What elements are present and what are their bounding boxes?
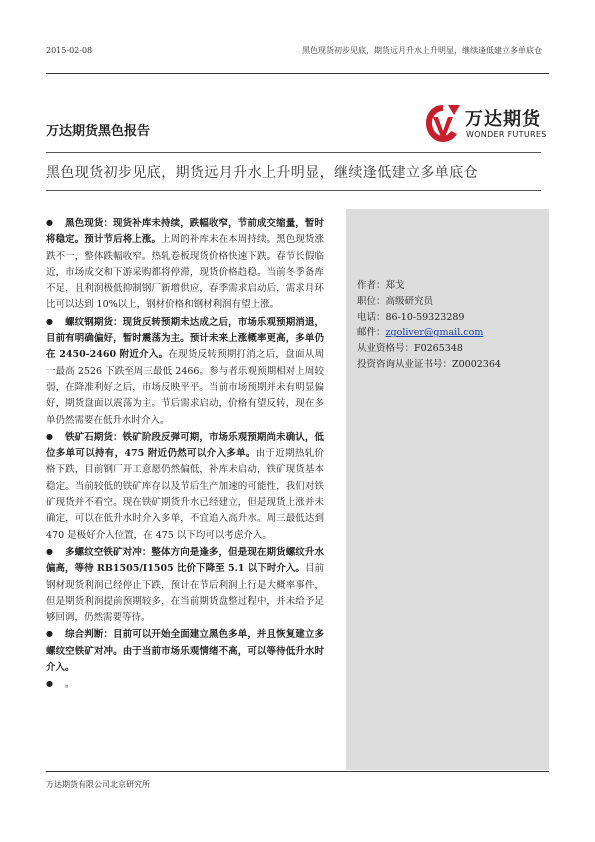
- bullet-icon: ●: [46, 629, 54, 639]
- footer-company: 万达期货有限公司北京研究所: [46, 780, 150, 789]
- report-date: 2015-02-08: [46, 46, 93, 55]
- footer-rule: [46, 771, 549, 772]
- bullet-icon: ●: [46, 431, 54, 441]
- author-invest-license: 投资咨询从业证书号：Z0002364: [357, 358, 501, 370]
- logo-english-name: WONDER FUTURES: [466, 130, 547, 139]
- logo-chinese-name: 万达期货: [465, 109, 541, 130]
- bullet-iron-ore: ● 铁矿石期货：铁矿阶段反弹可期，市场乐观预期尚未确认，低位多单可以持有，475 附近仍然可以介入多单。由于近期热轧价格下跌，目前钢厂开工意愿仍然偏低，补库未启动，铁矿现货基本稳定。当前较低的铁矿库存以及节后生产加速的可能性，我们对铁矿现货并不看空。现在铁矿期货升水已经建立，但是现货上涨并未确定，可以在低升水时介入多单，不宜追入高升水。周三最低达到 470 是极好介入位置，在 475 以下均可以考虑介入。: [46, 431, 324, 541]
- bullet-hedge: ● 多螺纹空铁矿对冲：整体方向是逢多，但是现在期货螺纹升水偏高，等待 RB1505/I1505 比价下降至 5.1 以下时介入。目前钢材现货利润已经停止下跌，预计在节后利润上行是大概率事件，但是期货利润提前预期较多，在当前期货盘整过程中，并未给予足够回调，仍然需要等待。: [46, 546, 324, 624]
- bullet-icon: ●: [46, 546, 54, 556]
- report-body: [46, 215, 324, 694]
- bullet-spot: ● 黑色现货：现货补库未持续，跌幅收窄，节前成交缩量，暂时将稳定。预计节后将上涨。上周的补库未在本周持续。黑色现货涨跌不一，整体跌幅收窄。热轧卷板现货价格快速下跌。春节长假临近，市场成交和下游采购都将停滞，现货价格趋稳。当前冬季备库不足，且利润极低抑制钢厂新增供应，春季需求启动后，需求月环比可以达到 10%以上，钢材价格和钢材利润有望上涨。: [46, 218, 324, 311]
- author-info: [357, 278, 501, 373]
- bullet-icon: ●: [46, 316, 54, 326]
- author-license: 从业资格号：F0265348: [357, 343, 463, 355]
- bullet-icon: ●: [46, 218, 54, 227]
- bullet-icon: ●: [46, 679, 53, 689]
- title-rule-bottom: [46, 190, 541, 191]
- author-phone: 电话：86-10-59323289: [357, 311, 465, 323]
- bullet-empty: ● 。: [46, 679, 75, 691]
- header-rule: [46, 73, 549, 74]
- bullet-summary: ● 综合判断：目前可以开始全面建立黑色多单，并且恢复建立多螺纹空铁矿对冲。由于当前市场乐观情绪不高，可以等待低升水时介入。: [46, 629, 324, 674]
- author-email-link[interactable]: zgoliver@gmail.com: [385, 327, 484, 339]
- title-rule-top: [46, 152, 541, 153]
- report-headline: 黑色现货初步见底，期货远月升水上升明显，继续逢低建立多单底仓: [46, 165, 478, 181]
- logo-mark-icon: [424, 101, 462, 145]
- author-email-row: [357, 325, 501, 341]
- report-name: 万达期货黑色报告: [46, 124, 151, 139]
- running-title: 黑色现货初步见底，期货远月升水上升明显，继续逢低建立多单底仓: [302, 46, 542, 55]
- company-logo: [424, 101, 550, 147]
- author-email-label: 邮件：: [357, 327, 386, 339]
- author-title: 职位：高级研究员: [357, 295, 434, 307]
- author-name: 作者：郑戈: [357, 280, 405, 291]
- bullet-rebar: ● 螺纹钢期货：现货反转预期未达成之后，市场乐观预期消退，目前有明确偏好，暂时震荡为主。预计未来上涨概率更高，多单仍在 2450-2460 附近介入。在现货反转预期打消之后，盘面从周一最高 2526 下跌至周三最低 2466。参与者乐观预期相对上周较弱，在降准利好之后，市场反映平平。当前市场预期并未有明显偏好，期货盘面以震荡为主。节后需求启动，价格有望反转，现在多单仍然需要在低升水时介入。: [46, 316, 324, 426]
